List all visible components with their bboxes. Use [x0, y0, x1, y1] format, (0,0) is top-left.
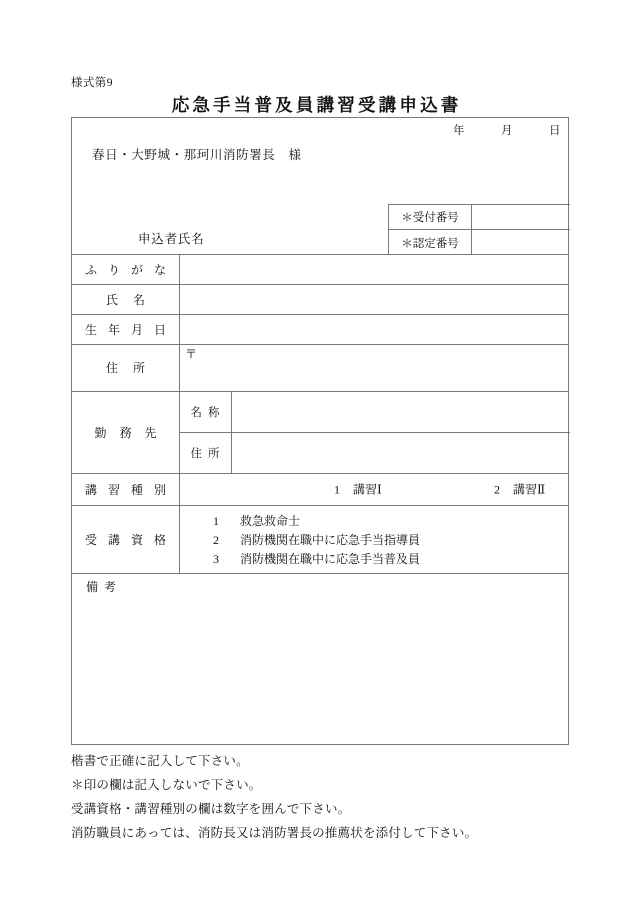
note-line-1: 楷書で正確に記入して下さい。 [71, 754, 249, 768]
eligibility-option-1-number: 1 [213, 514, 219, 528]
eligibility-option-2-text: 消防機関在職中に応急手当指導員 [240, 533, 421, 547]
office-use-table [388, 204, 570, 254]
eligibility-option-3[interactable] [213, 550, 568, 569]
receipt-number-value[interactable] [472, 205, 570, 229]
course-type-option-2-text: 講習Ⅱ [513, 482, 546, 497]
course-type-options [179, 473, 568, 505]
office-use-row-certification [389, 230, 570, 255]
eligibility-label: 受講資格 [84, 532, 177, 547]
eligibility-option-3-number: 3 [213, 552, 219, 566]
course-type-option-1[interactable] [334, 481, 382, 498]
form-notes [71, 749, 591, 845]
workplace-name-input[interactable] [231, 391, 568, 432]
workplace-address-input[interactable] [231, 432, 568, 473]
application-form-table [71, 117, 569, 745]
addressee: 春日・大野城・那珂川消防署長 様 [92, 148, 302, 162]
workplace-name-label: 名称 [190, 406, 226, 419]
eligibility-option-1[interactable] [213, 512, 568, 531]
date-month-label: 月 [501, 125, 513, 137]
office-use-row-receipt [389, 205, 570, 230]
remarks-label: 備考 [86, 580, 123, 594]
furigana-label: ふりがな [84, 262, 177, 277]
course-type-option-1-number: 1 [334, 482, 340, 497]
name-input[interactable] [179, 284, 568, 314]
course-type-label: 講習種別 [84, 482, 177, 497]
note-line-4: 消防職員にあっては、消防長又は消防署長の推薦状を添付して下さい。 [71, 826, 478, 840]
birthdate-input[interactable] [179, 314, 568, 344]
eligibility-option-2-number: 2 [213, 533, 219, 547]
furigana-input[interactable] [179, 254, 568, 284]
eligibility-option-3-text: 消防機関在職中に応急手当普及員 [240, 552, 421, 566]
date-year-label: 年 [453, 125, 465, 137]
remarks-input[interactable] [72, 573, 568, 744]
birthdate-label: 生年月日 [84, 322, 177, 337]
certification-number-label: ＊認定番号 [389, 230, 472, 255]
name-label: 氏名 [105, 292, 160, 307]
course-type-option-2-number: 2 [494, 482, 500, 497]
date-day-label: 日 [549, 125, 561, 137]
workplace-address-label: 住所 [190, 447, 226, 460]
note-line-3: 受講資格・講習種別の欄は数字を囲んで下さい。 [71, 802, 351, 816]
certification-number-value[interactable] [472, 230, 570, 255]
form-number: 様式第9 [71, 77, 113, 89]
eligibility-option-2[interactable] [213, 531, 568, 550]
receipt-number-label: ＊受付番号 [389, 205, 472, 229]
postal-code-mark: 〒 [185, 347, 198, 361]
address-input[interactable] [179, 344, 568, 391]
applicant-name-label: 申込者氏名 [138, 232, 205, 246]
eligibility-option-1-text: 救急救命士 [240, 514, 301, 528]
eligibility-options [179, 505, 568, 573]
workplace-label: 勤務先 [94, 425, 170, 440]
address-label: 住所 [105, 361, 160, 375]
document-title: 応急手当普及員講習受講申込書 [171, 95, 462, 115]
note-line-2: ＊印の欄は記入しないで下さい。 [71, 778, 262, 792]
course-type-option-2[interactable] [494, 481, 545, 498]
course-type-option-1-text: 講習Ⅰ [353, 482, 382, 497]
